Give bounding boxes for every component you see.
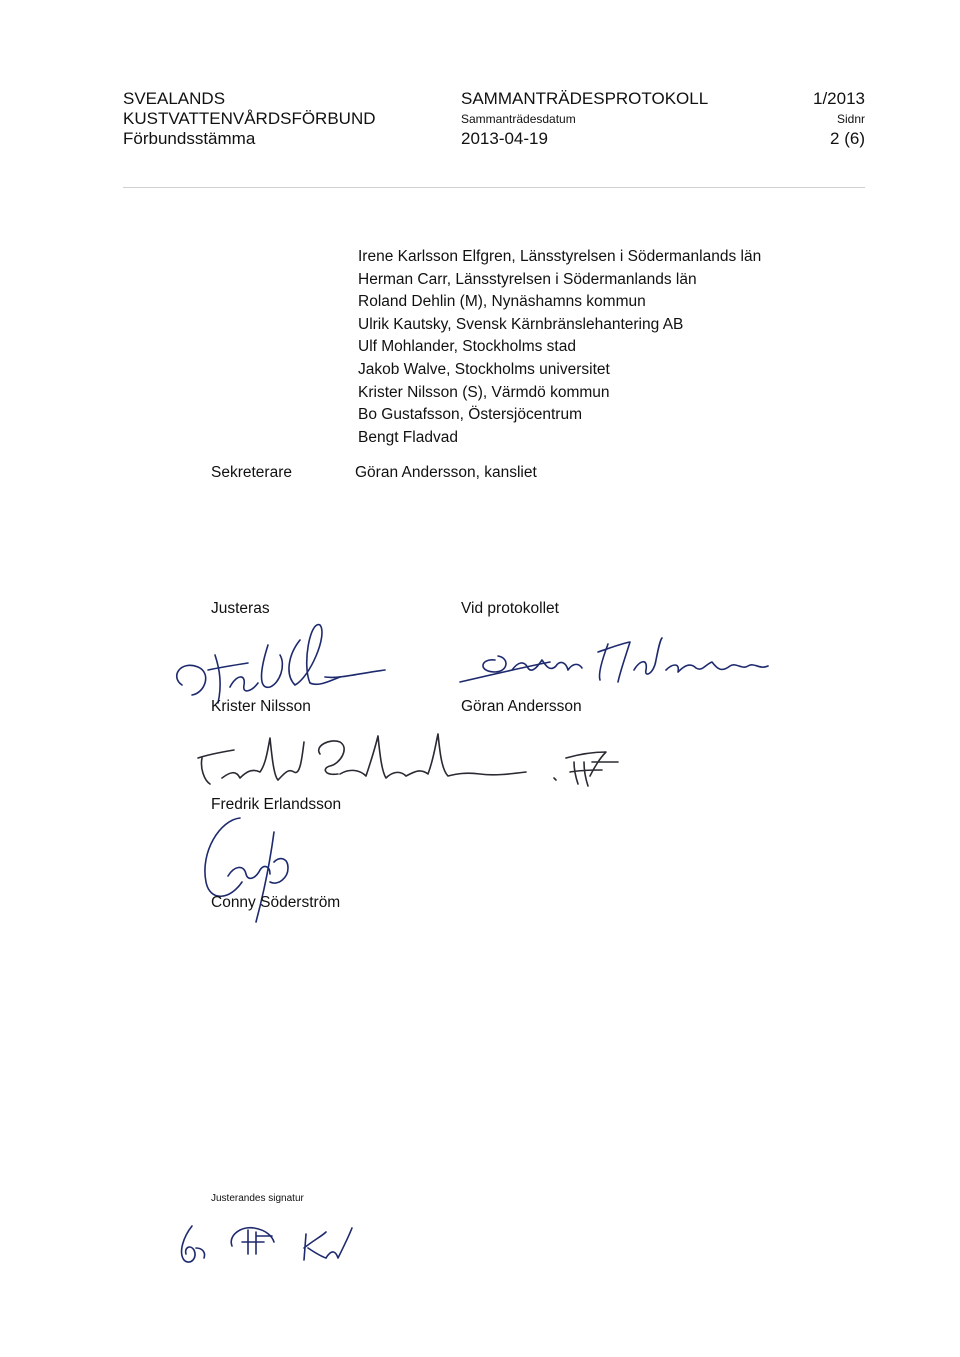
attendee-list	[358, 246, 761, 449]
signer-fredrik-erlandsson: Fredrik Erlandsson	[211, 796, 342, 813]
secretary-label: Sekreterare	[211, 464, 292, 481]
attendee-item: Irene Karlsson Elfgren, Länsstyrelsen i Södermanlands län	[358, 248, 762, 265]
date-value: 2013-04-19	[461, 129, 548, 148]
signer-conny-soderstrom: Conny Söderström	[211, 894, 341, 911]
secretary-name: Göran Andersson, kansliet	[355, 464, 537, 481]
vid-protokollet-label: Vid protokollet	[461, 600, 559, 617]
org-body: Förbundsstämma	[123, 129, 256, 148]
page-number: 2 (6)	[830, 129, 865, 148]
attendee-item: Krister Nilsson (S), Värmdö kommun	[358, 383, 610, 401]
attendee-item: Roland Dehlin (M), Nynäshamns kommun	[358, 293, 646, 311]
page-label: Sidnr	[836, 112, 865, 126]
initials-signatures	[170, 1218, 370, 1268]
signer-krister-nilsson: Krister Nilsson	[211, 698, 311, 715]
justeras-label: Justeras	[211, 600, 270, 617]
org-name-line2: KUSTVATTENVÅRDSFÖRBUND	[123, 109, 376, 128]
attendee-item: Jakob Walve, Stockholms universitet	[358, 360, 610, 378]
attendee-item: Bengt Fladvad	[358, 428, 458, 446]
attendee-item: Ulrik Kautsky, Svensk Kärnbränslehantering AB	[358, 315, 684, 333]
attendee-item: Bo Gustafsson, Östersjöcentrum	[358, 406, 582, 424]
org-name-line1: SVEALANDS	[123, 89, 226, 108]
signer-goran-andersson: Göran Andersson	[461, 698, 582, 715]
attendee-item: Ulf Mohlander, Stockholms stad	[358, 338, 576, 356]
document-number: 1/2013	[813, 89, 865, 108]
attendee-item: Herman Carr, Länsstyrelsen i Södermanlands län	[358, 270, 697, 288]
justerandes-signatur-label: Justerandes signatur	[211, 1193, 304, 1204]
header-divider	[123, 187, 865, 188]
document-type: SAMMANTRÄDESPROTOKOLL	[461, 89, 709, 108]
signature-fredrik-erlandsson	[190, 728, 620, 798]
date-label: Sammanträdesdatum	[461, 112, 576, 126]
signature-goran-andersson	[450, 630, 770, 690]
